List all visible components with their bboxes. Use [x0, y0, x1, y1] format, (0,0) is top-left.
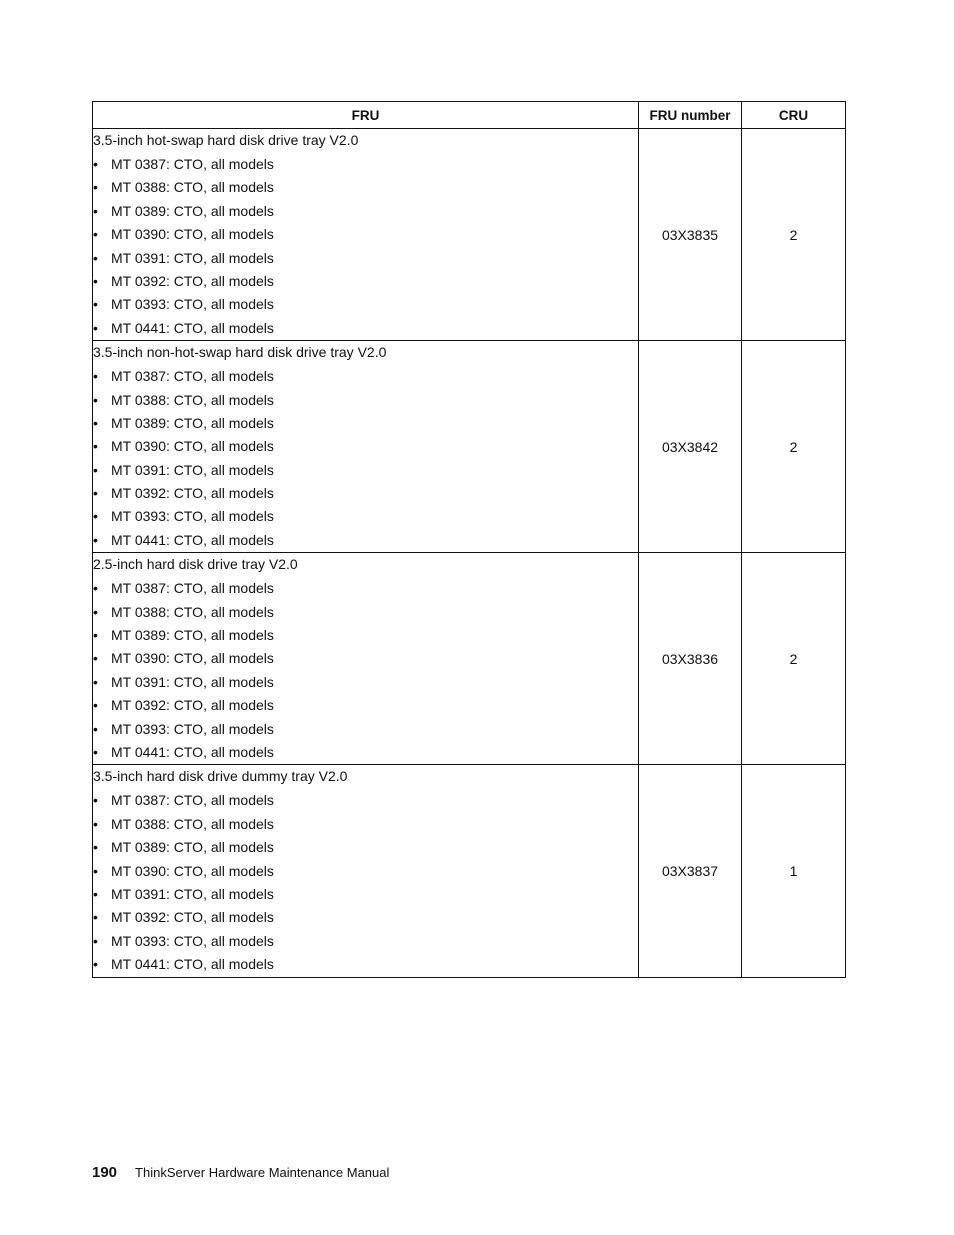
bullet-icon: • — [93, 461, 98, 478]
bullet-icon: • — [93, 885, 98, 902]
bullet-icon: • — [93, 627, 98, 644]
list-item — [93, 389, 638, 412]
model-text: MT 0390: CTO, all models — [111, 862, 274, 879]
list-item — [93, 906, 638, 929]
bullet-icon: • — [93, 438, 98, 455]
bullet-icon: • — [93, 414, 98, 431]
list-item — [93, 247, 638, 270]
bullet-icon: • — [93, 249, 98, 266]
bullet-icon: • — [93, 391, 98, 408]
model-text: MT 0441: CTO, all models — [111, 531, 274, 548]
model-text: MT 0391: CTO, all models — [111, 673, 274, 690]
list-item — [93, 200, 638, 223]
model-text: MT 0392: CTO, all models — [111, 485, 274, 502]
model-text: MT 0389: CTO, all models — [111, 202, 274, 219]
page-number: 190 — [92, 1164, 118, 1181]
header-fru: FRU — [93, 102, 639, 129]
bullet-icon: • — [93, 531, 98, 548]
list-item — [93, 813, 638, 836]
model-list — [93, 577, 638, 764]
model-text: MT 0391: CTO, all models — [111, 249, 274, 266]
list-item — [93, 459, 638, 482]
header-cru: CRU — [742, 102, 846, 129]
model-list — [93, 365, 638, 552]
list-item — [93, 317, 638, 340]
list-item — [93, 671, 638, 694]
bullet-icon: • — [93, 156, 98, 172]
bullet-icon: • — [93, 697, 98, 714]
model-text: MT 0391: CTO, all models — [111, 461, 274, 478]
model-text: MT 0392: CTO, all models — [111, 909, 274, 926]
cru-cell: 2 — [742, 341, 846, 553]
model-text: MT 0389: CTO, all models — [111, 627, 274, 644]
table-row — [93, 553, 846, 765]
model-text: MT 0388: CTO, all models — [111, 815, 274, 832]
model-text: MT 0389: CTO, all models — [111, 414, 274, 431]
fru-item-title: 2.5-inch hard disk drive tray V2.0 — [93, 556, 298, 573]
bullet-icon: • — [93, 202, 98, 219]
bullet-icon: • — [93, 839, 98, 856]
model-text: MT 0390: CTO, all models — [111, 438, 274, 455]
bullet-icon: • — [93, 932, 98, 949]
model-text: MT 0387: CTO, all models — [111, 580, 274, 597]
bullet-icon: • — [93, 673, 98, 690]
model-text: MT 0387: CTO, all models — [111, 156, 274, 172]
list-item — [93, 270, 638, 293]
list-item — [93, 153, 638, 176]
table-row — [93, 129, 846, 341]
bullet-icon: • — [93, 792, 98, 809]
model-text: MT 0390: CTO, all models — [111, 226, 274, 243]
bullet-icon: • — [93, 368, 98, 385]
fru-description-cell — [93, 765, 639, 977]
bullet-icon: • — [93, 815, 98, 832]
list-item — [93, 860, 638, 883]
fru-item-title: 3.5-inch hot-swap hard disk drive tray V2.0 — [93, 132, 359, 148]
model-text: MT 0388: CTO, all models — [111, 603, 274, 620]
manual-title: ThinkServer Hardware Maintenance Manual — [135, 1165, 390, 1180]
list-item — [93, 601, 638, 624]
fru-number-cell: 03X3836 — [639, 553, 742, 765]
bullet-icon: • — [93, 743, 98, 760]
fru-table — [92, 101, 846, 978]
cru-cell: 2 — [742, 553, 846, 765]
list-item — [93, 718, 638, 741]
model-text: MT 0387: CTO, all models — [111, 792, 274, 809]
page-footer — [92, 1164, 389, 1181]
model-text: MT 0441: CTO, all models — [111, 743, 274, 760]
list-item — [93, 624, 638, 647]
list-item — [93, 435, 638, 458]
list-item — [93, 694, 638, 717]
model-text: MT 0387: CTO, all models — [111, 368, 274, 385]
bullet-icon: • — [93, 603, 98, 620]
bullet-icon: • — [93, 909, 98, 926]
cru-cell: 2 — [742, 129, 846, 341]
model-list — [93, 153, 638, 340]
model-list — [93, 789, 638, 976]
fru-description-cell — [93, 341, 639, 553]
table-row — [93, 765, 846, 977]
list-item — [93, 741, 638, 764]
fru-number-cell: 03X3835 — [639, 129, 742, 341]
bullet-icon: • — [93, 179, 98, 196]
model-text: MT 0392: CTO, all models — [111, 697, 274, 714]
bullet-icon: • — [93, 296, 98, 313]
model-text: MT 0388: CTO, all models — [111, 391, 274, 408]
list-item — [93, 789, 638, 812]
list-item — [93, 223, 638, 246]
list-item — [93, 482, 638, 505]
list-item — [93, 930, 638, 953]
fru-number-cell: 03X3837 — [639, 765, 742, 977]
table-body — [93, 129, 846, 978]
fru-number-cell: 03X3842 — [639, 341, 742, 553]
list-item — [93, 176, 638, 199]
list-item — [93, 365, 638, 388]
bullet-icon: • — [93, 720, 98, 737]
bullet-icon: • — [93, 862, 98, 879]
bullet-icon: • — [93, 580, 98, 597]
model-text: MT 0441: CTO, all models — [111, 956, 274, 973]
table-row — [93, 341, 846, 553]
bullet-icon: • — [93, 226, 98, 243]
fru-item-title: 3.5-inch hard disk drive dummy tray V2.0 — [93, 768, 348, 785]
fru-item-title: 3.5-inch non-hot-swap hard disk drive tray V2.0 — [93, 344, 387, 361]
model-text: MT 0389: CTO, all models — [111, 839, 274, 856]
list-item — [93, 293, 638, 316]
fru-description-cell — [93, 129, 639, 341]
model-text: MT 0393: CTO, all models — [111, 720, 274, 737]
list-item — [93, 647, 638, 670]
model-text: MT 0391: CTO, all models — [111, 885, 274, 902]
list-item — [93, 836, 638, 859]
bullet-icon: • — [93, 956, 98, 973]
list-item — [93, 953, 638, 976]
header-fru-number: FRU number — [639, 102, 742, 129]
model-text: MT 0441: CTO, all models — [111, 319, 274, 336]
list-item — [93, 505, 638, 528]
table-header — [93, 102, 846, 129]
bullet-icon: • — [93, 508, 98, 525]
bullet-icon: • — [93, 272, 98, 289]
list-item — [93, 529, 638, 552]
model-text: MT 0390: CTO, all models — [111, 650, 274, 667]
model-text: MT 0393: CTO, all models — [111, 932, 274, 949]
cru-cell: 1 — [742, 765, 846, 977]
bullet-icon: • — [93, 319, 98, 336]
list-item — [93, 883, 638, 906]
model-text: MT 0393: CTO, all models — [111, 508, 274, 525]
bullet-icon: • — [93, 485, 98, 502]
bullet-icon: • — [93, 650, 98, 667]
list-item — [93, 577, 638, 600]
model-text: MT 0392: CTO, all models — [111, 272, 274, 289]
model-text: MT 0393: CTO, all models — [111, 296, 274, 313]
fru-description-cell — [93, 553, 639, 765]
model-text: MT 0388: CTO, all models — [111, 179, 274, 196]
list-item — [93, 412, 638, 435]
